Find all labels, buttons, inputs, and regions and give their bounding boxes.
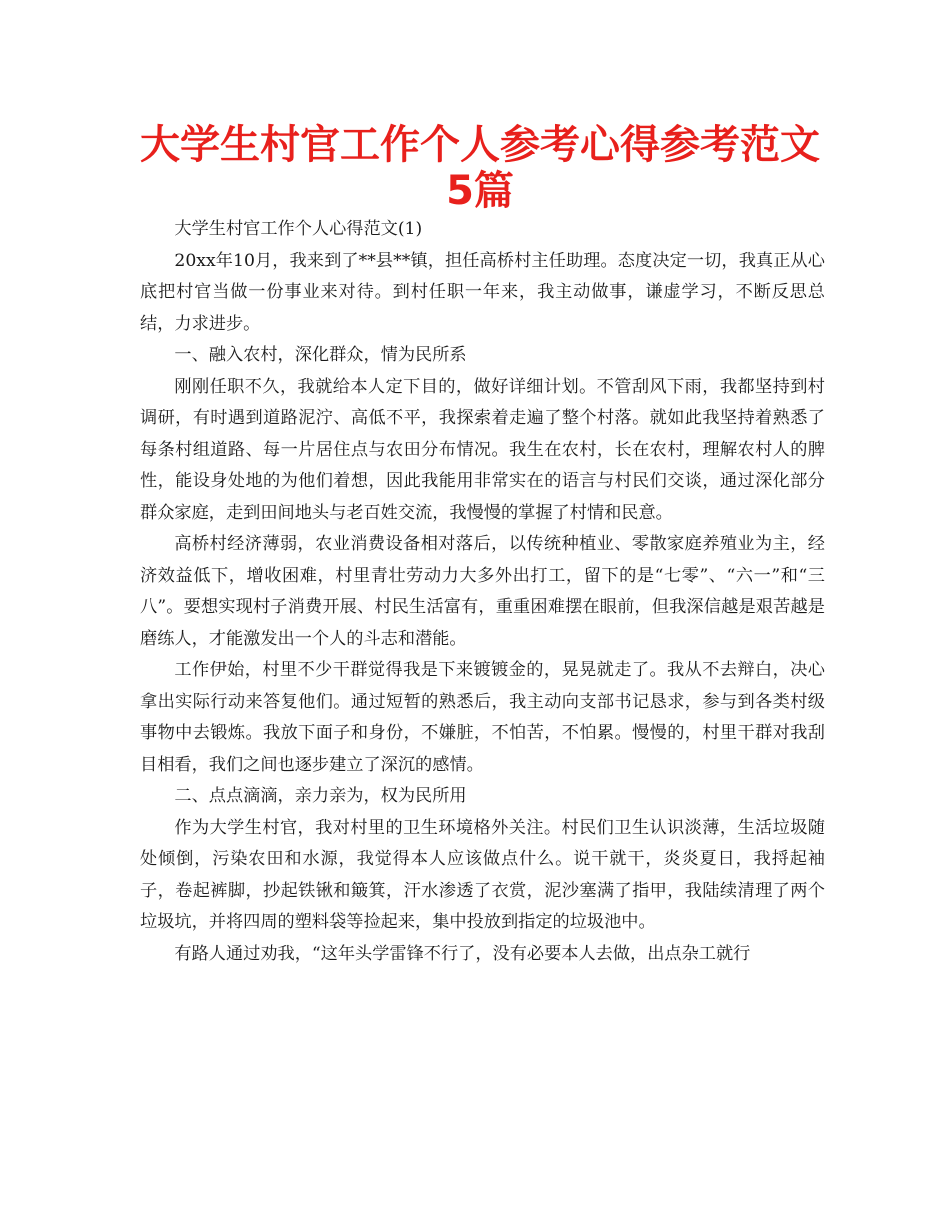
paragraph-subheading: 一、融入农村，深化群众，情为民所系 [174, 345, 467, 365]
paragraph: 20xx年10月，我来到了**县**镇，担任高桥村主任助理。态度决定一切，我真正从心底把村官当做一份事业来对待。到村任职一年来，我主动做事，谦虚学习，不断反思总结，力求进步。 [140, 250, 825, 334]
paragraph: 高桥村经济薄弱，农业消费设备相对落后，以传统种植业、零散家庭养殖业为主，经济效益低下，增收困难，村里青壮劳动力大多外出打工，留下的是“七零”、“六一”和“三八”。要想实现村子消费开展、村民生活富有，重重困难摆在眼前，但我深信越是艰苦越是磨练人，才能激发出一个人的斗志和潜能。 [140, 534, 825, 649]
paragraph: 刚刚任职不久，我就给本人定下目的，做好详细计划。不管刮风下雨，我都坚持到村调研，有时遇到道路泥泞、高低不平，我探索着走遍了整个村落。就如此我坚持着熟悉了每条村组道路、每一片居住点与农田分布情况。我生在农村，长在农村，理解农村人的脾性，能设身处地的为他们着想，因此我能用非常实在的语言与村民们交谈，通过深化部分群众家庭，走到田间地头与老百姓交流，我慢慢的掌握了村情和民意。 [140, 376, 825, 523]
paragraph: 作为大学生村官，我对村里的卫生环境格外关注。村民们卫生认识淡薄，生活垃圾随处倾倒，污染农田和水源，我觉得本人应该做点什么。说干就干，炎炎夏日，我捋起袖子，卷起裤脚，抄起铁锹和簸箕，汗水渗透了衣赏，泥沙塞满了指甲，我陆续清理了两个垃圾坑，并将四周的塑料袋等捡起来，集中投放到指定的垃圾池中。 [140, 817, 825, 932]
paragraph: 工作伊始，村里不少干群觉得我是下来镀镀金的，晃晃就走了。我从不去辩白，决心拿出实际行动来答复他们。通过短暂的熟悉后，我主动向支部书记恳求，参与到各类村级事物中去锻炼。我放下面子和身份，不嫌脏，不怕苦，不怕累。慢慢的，村里干群对我刮目相看，我们之间也逐步建立了深沉的感情。 [140, 660, 825, 775]
paragraph-subheading: 二、点点滴滴，亲力亲为，权为民所用 [174, 786, 467, 806]
document-title: 大学生村官工作个人参考心得参考范文5篇 [140, 122, 820, 214]
paragraph-section-heading: 大学生村官工作个人心得范文(1) [174, 219, 423, 239]
paragraph: 有路人通过劝我，“这年头学雷锋不行了，没有必要本人去做，出点杂工就行 [174, 943, 751, 964]
document-body [140, 214, 825, 970]
